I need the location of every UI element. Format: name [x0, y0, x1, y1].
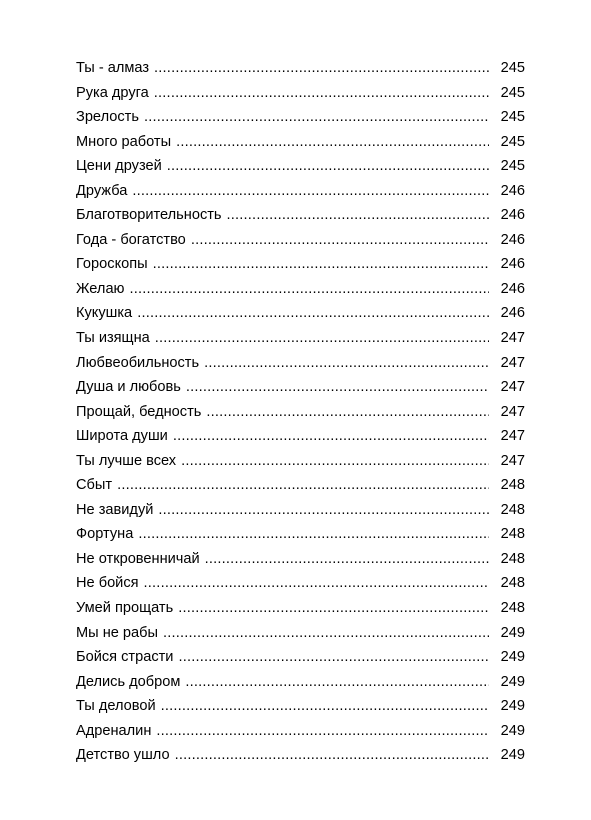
toc-entry[interactable] [76, 449, 525, 474]
entry-page-number: 249 [500, 649, 525, 666]
entry-title: Дружба [76, 182, 128, 199]
entry-title: Адреналин [76, 722, 152, 739]
entry-page-number: 249 [500, 624, 525, 641]
toc-entry[interactable] [76, 81, 525, 106]
dot-leader [117, 473, 489, 498]
entry-title: Гороскопы [76, 256, 148, 273]
entry-title: Много работы [76, 133, 172, 150]
entry-page-number: 248 [500, 575, 525, 592]
dot-leader [154, 56, 489, 81]
toc-entry[interactable] [76, 670, 525, 695]
toc-entry[interactable] [76, 179, 525, 204]
dot-leader [178, 596, 489, 621]
toc-entry[interactable] [76, 400, 525, 425]
dot-leader [191, 228, 489, 253]
dot-leader [132, 179, 489, 204]
dot-leader [178, 645, 489, 670]
entry-title: Не завидуй [76, 501, 154, 518]
toc-entry[interactable] [76, 228, 525, 253]
entry-title: Ты изящна [76, 330, 150, 347]
dot-leader [155, 326, 489, 351]
entry-title: Не бойся [76, 575, 139, 592]
entry-title: Благотворительность [76, 207, 222, 224]
dot-leader [185, 670, 489, 695]
dot-leader [181, 449, 489, 474]
dot-leader [153, 252, 489, 277]
toc-entry[interactable] [76, 743, 525, 768]
entry-title: Фортуна [76, 526, 134, 543]
entry-page-number: 247 [500, 379, 525, 396]
dot-leader [154, 81, 489, 106]
dot-leader [167, 154, 489, 179]
entry-title: Душа и любовь [76, 379, 181, 396]
entry-title: Цени друзей [76, 158, 162, 175]
toc-entry[interactable] [76, 719, 525, 744]
entry-title: Умей прощать [76, 600, 174, 617]
entry-page-number: 246 [500, 256, 525, 273]
entry-page-number: 245 [500, 158, 525, 175]
dot-leader [175, 743, 489, 768]
dot-leader [204, 351, 489, 376]
toc-entry[interactable] [76, 375, 525, 400]
toc-entry[interactable] [76, 252, 525, 277]
toc-entry[interactable] [76, 547, 525, 572]
entry-page-number: 249 [500, 722, 525, 739]
entry-title: Ты лучше всех [76, 452, 177, 469]
dot-leader [176, 130, 489, 155]
entry-title: Рука друга [76, 84, 149, 101]
entry-title: Прощай, бедность [76, 403, 202, 420]
toc-entry[interactable] [76, 56, 525, 81]
toc-entry[interactable] [76, 326, 525, 351]
entry-page-number: 245 [500, 60, 525, 76]
toc-entry[interactable] [76, 498, 525, 523]
entry-title: Ты деловой [76, 698, 156, 715]
entry-page-number: 248 [500, 550, 525, 567]
dot-leader [227, 203, 489, 228]
dot-leader [156, 719, 489, 744]
dot-leader [158, 498, 489, 523]
entry-page-number: 247 [500, 403, 525, 420]
dot-leader [161, 694, 489, 719]
entry-title: Любвеобильность [76, 354, 200, 371]
toc-entry[interactable] [76, 571, 525, 596]
toc-entry[interactable] [76, 301, 525, 326]
toc-entry[interactable] [76, 522, 525, 547]
entry-title: Желаю [76, 280, 125, 297]
dot-leader [173, 424, 489, 449]
entry-title: Детство ушло [76, 747, 170, 764]
entry-title: Не откровенничай [76, 550, 200, 567]
toc-entry[interactable] [76, 473, 525, 498]
entry-page-number: 249 [500, 747, 525, 764]
toc-entry[interactable] [76, 596, 525, 621]
dot-leader [137, 301, 489, 326]
entry-page-number: 248 [500, 501, 525, 518]
dot-leader [163, 621, 489, 646]
entry-page-number: 249 [500, 673, 525, 690]
entry-title: Делись добром [76, 673, 181, 690]
toc-entry[interactable] [76, 203, 525, 228]
entry-page-number: 248 [500, 600, 525, 617]
toc-entry[interactable] [76, 424, 525, 449]
toc-entry[interactable] [76, 277, 525, 302]
entry-title: Года - богатство [76, 231, 186, 248]
entry-page-number: 247 [500, 452, 525, 469]
table-of-contents [76, 56, 525, 768]
dot-leader [205, 547, 489, 572]
entry-page-number: 246 [500, 182, 525, 199]
toc-entry[interactable] [76, 694, 525, 719]
entry-title: Кукушка [76, 305, 133, 322]
dot-leader [138, 522, 489, 547]
entry-page-number: 246 [500, 207, 525, 224]
entry-page-number: 247 [500, 428, 525, 445]
entry-title: Зрелость [76, 109, 139, 126]
entry-title: Мы не рабы [76, 624, 159, 641]
entry-title: Ты - алмаз [76, 60, 150, 76]
entry-page-number: 247 [500, 330, 525, 347]
entry-page-number: 248 [500, 477, 525, 494]
entry-page-number: 246 [500, 280, 525, 297]
dot-leader [144, 571, 489, 596]
entry-title: Широта души [76, 428, 168, 445]
entry-page-number: 247 [500, 354, 525, 371]
entry-page-number: 245 [500, 133, 525, 150]
entry-page-number: 246 [500, 305, 525, 322]
toc-entry[interactable] [76, 130, 525, 155]
toc-entry[interactable] [76, 154, 525, 179]
dot-leader [206, 400, 489, 425]
dot-leader [144, 105, 489, 130]
entry-page-number: 246 [500, 231, 525, 248]
entry-page-number: 245 [500, 109, 525, 126]
entry-page-number: 248 [500, 526, 525, 543]
entry-title: Бойся страсти [76, 649, 174, 666]
entry-title: Сбыт [76, 477, 113, 494]
toc-entry[interactable] [76, 621, 525, 646]
dot-leader [130, 277, 489, 302]
entry-page-number: 245 [500, 84, 525, 101]
entry-page-number: 249 [500, 698, 525, 715]
toc-entry[interactable] [76, 351, 525, 376]
toc-entry[interactable] [76, 105, 525, 130]
dot-leader [186, 375, 489, 400]
toc-entry[interactable] [76, 645, 525, 670]
